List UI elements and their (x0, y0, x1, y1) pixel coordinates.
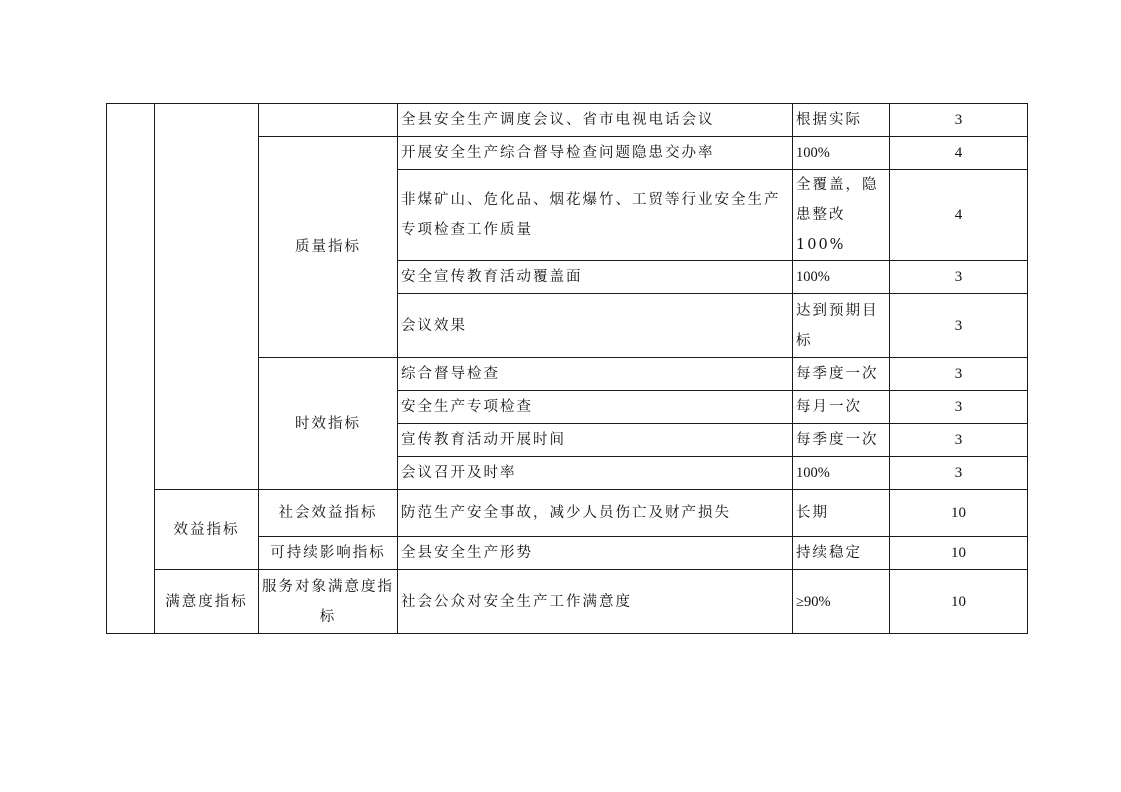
value-cell: 每季度一次 (793, 424, 890, 457)
performance-indicator-table (106, 103, 1028, 634)
level3-cell-quality: 质量指标 (259, 137, 398, 358)
value-cell: 100% (793, 261, 890, 294)
value-cell: 根据实际 (793, 104, 890, 137)
score-cell: 4 (890, 170, 1028, 261)
value-cell: 100% (793, 457, 890, 490)
table-row (107, 490, 1028, 537)
score-cell: 3 (890, 358, 1028, 391)
value-cell: 100% (793, 137, 890, 170)
score-cell: 3 (890, 424, 1028, 457)
indicator-cell: 防范生产安全事故，减少人员伤亡及财产损失 (398, 490, 793, 537)
value-cell: 每月一次 (793, 391, 890, 424)
level3-cell-timeliness: 时效指标 (259, 358, 398, 490)
level3-cell (259, 104, 398, 137)
indicator-cell: 安全生产专项检查 (398, 391, 793, 424)
value-cell: 全覆盖，隐患整改 100% (793, 170, 890, 261)
score-cell: 3 (890, 104, 1028, 137)
indicator-cell: 开展安全生产综合督导检查问题隐患交办率 (398, 137, 793, 170)
value-cell: 达到预期目标 (793, 294, 890, 358)
score-cell: 3 (890, 294, 1028, 358)
level2-cell-benefit: 效益指标 (155, 490, 259, 570)
score-cell: 10 (890, 537, 1028, 570)
level3-cell: 社会效益指标 (259, 490, 398, 537)
value-cell: 长期 (793, 490, 890, 537)
score-cell: 3 (890, 457, 1028, 490)
table-row (107, 104, 1028, 137)
value-cell: 每季度一次 (793, 358, 890, 391)
score-cell: 3 (890, 391, 1028, 424)
indicator-cell: 会议效果 (398, 294, 793, 358)
score-cell: 3 (890, 261, 1028, 294)
level3-cell: 服务对象满意度指标 (259, 570, 398, 634)
level2-cell-output (155, 104, 259, 490)
score-cell: 10 (890, 490, 1028, 537)
level1-cell (107, 104, 155, 634)
indicator-cell: 全县安全生产调度会议、省市电视电话会议 (398, 104, 793, 137)
indicator-cell: 宣传教育活动开展时间 (398, 424, 793, 457)
score-cell: 4 (890, 137, 1028, 170)
level2-cell-satisfaction: 满意度指标 (155, 570, 259, 634)
indicator-cell: 社会公众对安全生产工作满意度 (398, 570, 793, 634)
score-cell: 10 (890, 570, 1028, 634)
indicator-cell: 综合督导检查 (398, 358, 793, 391)
indicator-cell: 会议召开及时率 (398, 457, 793, 490)
indicator-cell: 非煤矿山、危化品、烟花爆竹、工贸等行业安全生产专项检查工作质量 (398, 170, 793, 261)
value-cell: 持续稳定 (793, 537, 890, 570)
table-row (107, 570, 1028, 634)
indicator-cell: 全县安全生产形势 (398, 537, 793, 570)
level3-cell: 可持续影响指标 (259, 537, 398, 570)
value-cell: ≥90% (793, 570, 890, 634)
indicator-cell: 安全宣传教育活动覆盖面 (398, 261, 793, 294)
